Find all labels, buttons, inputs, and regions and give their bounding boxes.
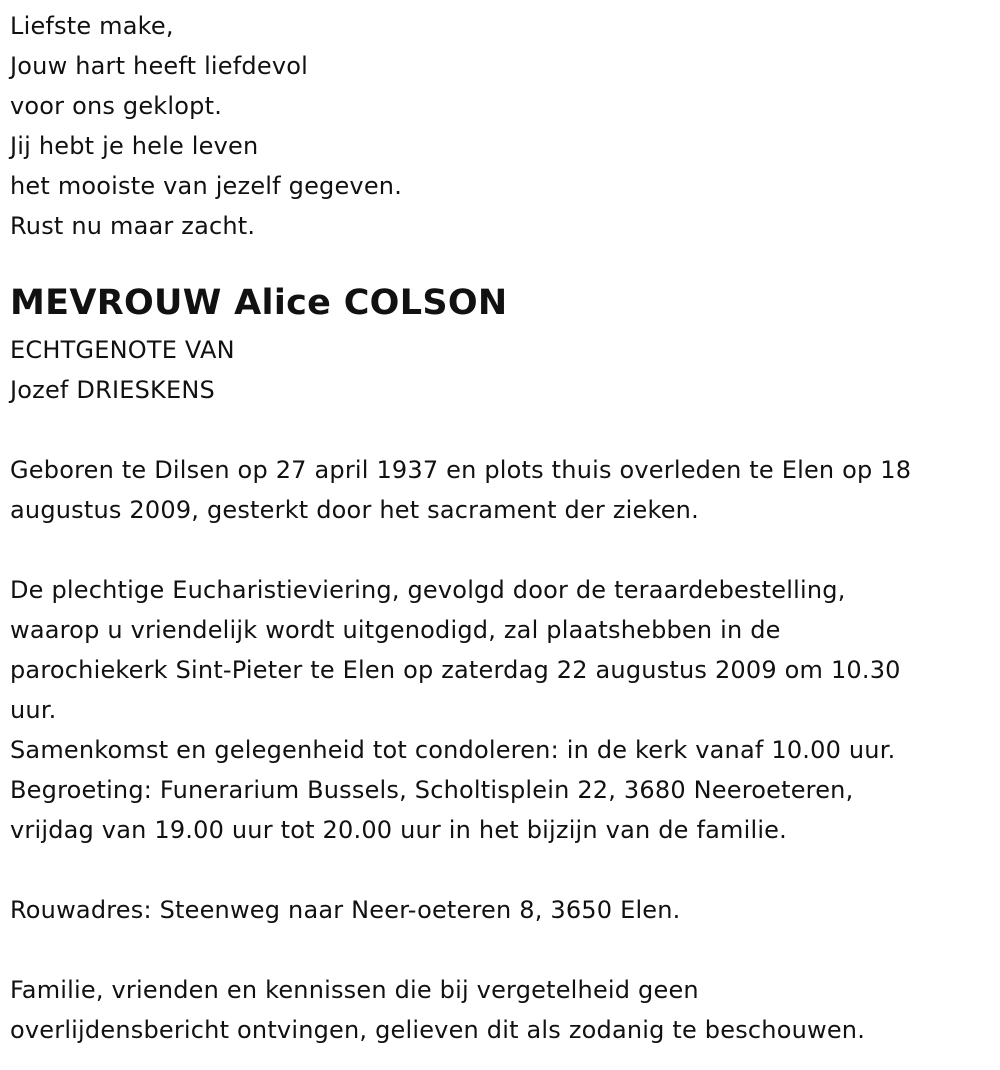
address-paragraph bbox=[10, 890, 995, 930]
birth-death-paragraph bbox=[10, 450, 995, 530]
paragraph-line: waarop u vriendelijk wordt uitgenodigd, zal plaatshebben in de bbox=[10, 616, 781, 644]
poem-line: Liefste make, bbox=[10, 12, 174, 40]
paragraph-line: uur. bbox=[10, 696, 57, 724]
deceased-name: MEVROUW Alice COLSON bbox=[10, 283, 508, 323]
relation-label: ECHTGENOTE VAN bbox=[10, 336, 235, 364]
paragraph-line: overlijdensbericht ontvingen, gelieven dit als zodanig te beschouwen. bbox=[10, 1016, 866, 1044]
poem-line: Jij hebt je hele leven bbox=[10, 132, 259, 160]
ceremony-paragraph bbox=[10, 570, 995, 850]
paragraph-line: Begroeting: Funerarium Bussels, Scholtisplein 22, 3680 Neeroeteren, bbox=[10, 776, 854, 804]
paragraph-line: Geboren te Dilsen op 27 april 1937 en plots thuis overleden te Elen op 18 bbox=[10, 456, 912, 484]
poem bbox=[10, 6, 995, 246]
paragraph-line: Familie, vrienden en kennissen die bij vergetelheid geen bbox=[10, 976, 699, 1004]
poem-line: het mooiste van jezelf gegeven. bbox=[10, 172, 403, 200]
paragraph-line: parochiekerk Sint-Pieter te Elen op zaterdag 22 augustus 2009 om 10.30 bbox=[10, 656, 901, 684]
spouse-block bbox=[10, 330, 995, 410]
paragraph-line: De plechtige Eucharistieviering, gevolgd door de teraardebestelling, bbox=[10, 576, 846, 604]
obituary-notice bbox=[10, 6, 995, 1050]
poem-line: voor ons geklopt. bbox=[10, 92, 223, 120]
paragraph-line: Samenkomst en gelegenheid tot condoleren: in de kerk vanaf 10.00 uur. bbox=[10, 736, 896, 764]
spouse-name: Jozef DRIESKENS bbox=[10, 376, 215, 404]
poem-line: Jouw hart heeft liefdevol bbox=[10, 52, 308, 80]
closing-paragraph bbox=[10, 970, 995, 1050]
paragraph-line: augustus 2009, gesterkt door het sacrament der zieken. bbox=[10, 496, 699, 524]
paragraph-line: vrijdag van 19.00 uur tot 20.00 uur in het bijzijn van de familie. bbox=[10, 816, 787, 844]
poem-line: Rust nu maar zacht. bbox=[10, 212, 256, 240]
mourning-address: Rouwadres: Steenweg naar Neer-oeteren 8, 3650 Elen. bbox=[10, 896, 681, 924]
